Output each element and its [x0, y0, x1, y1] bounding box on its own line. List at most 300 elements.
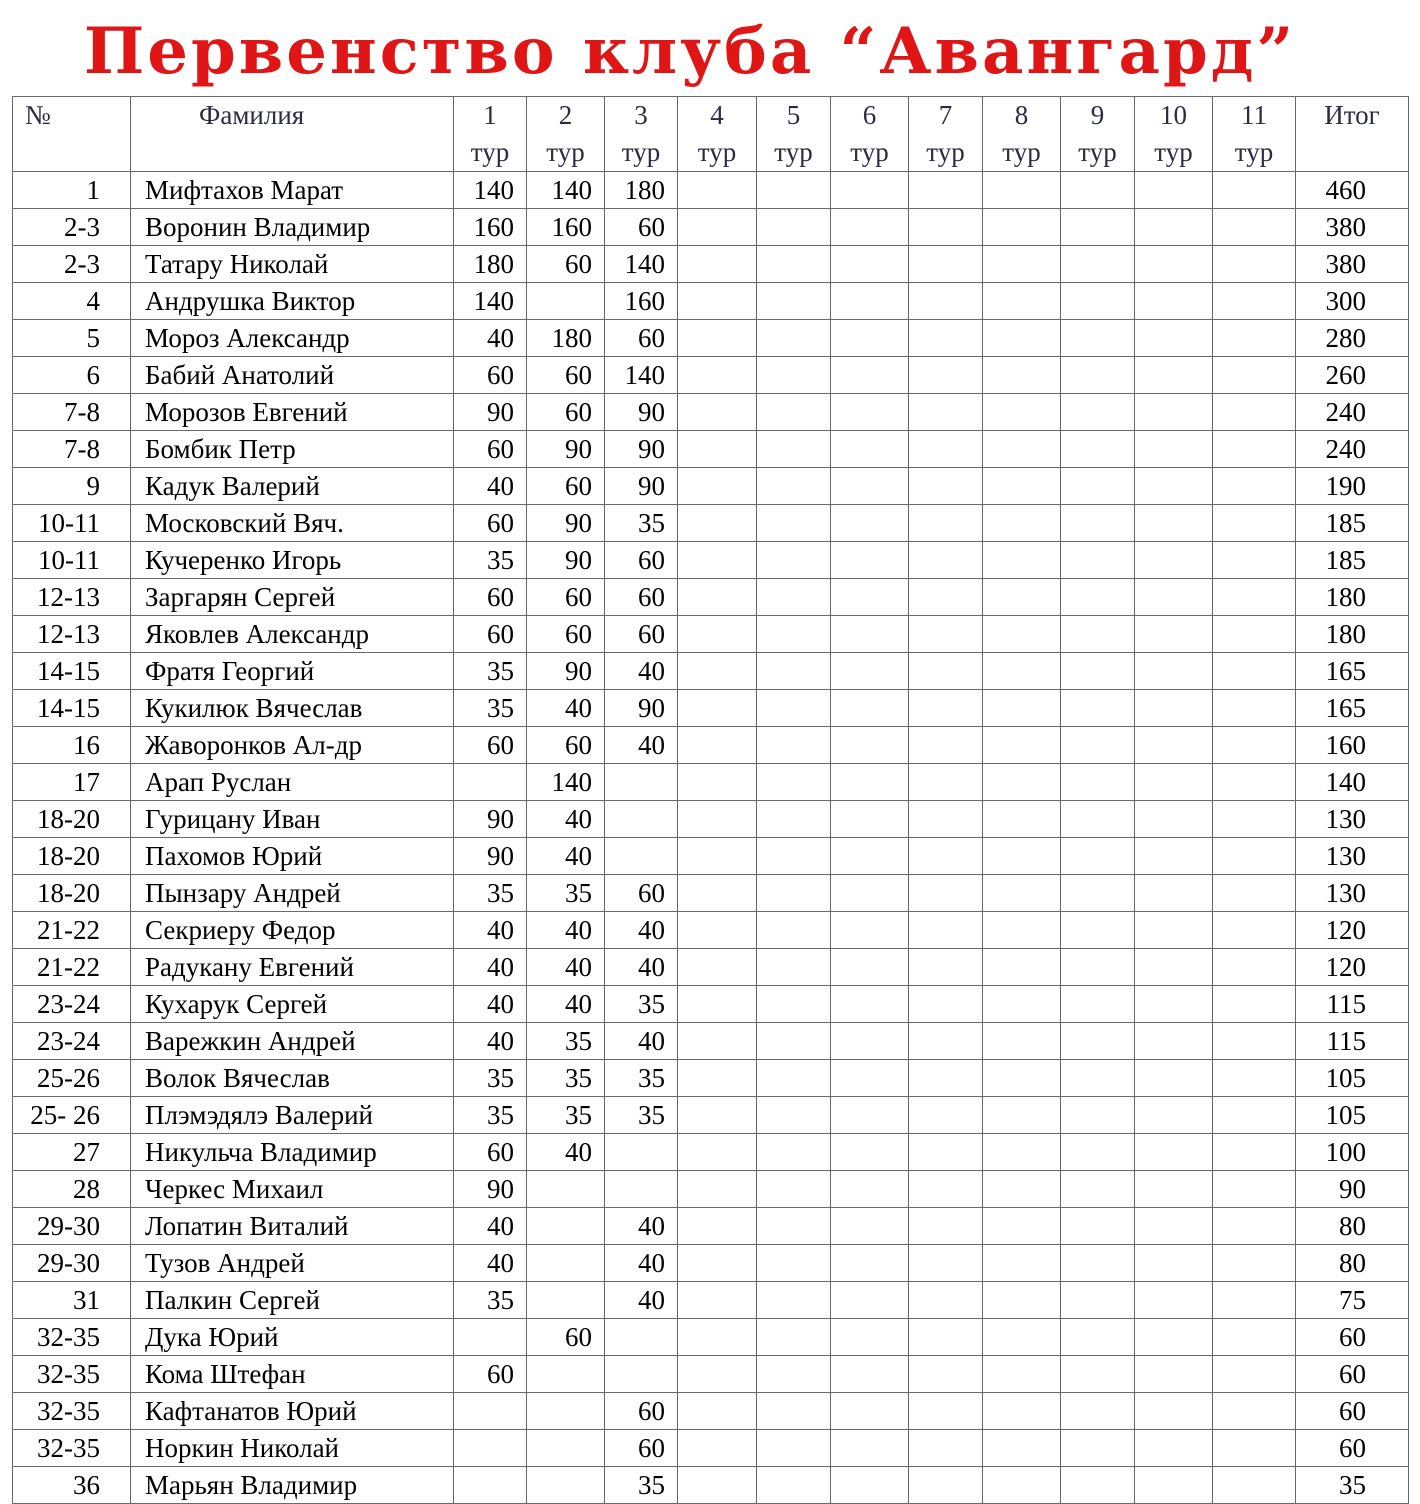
score-cell	[983, 764, 1061, 801]
round-number: 2	[558, 100, 573, 130]
score-cell: 40	[454, 912, 527, 949]
score-cell	[1061, 468, 1135, 505]
score-cell	[1135, 320, 1213, 357]
score-cell	[1213, 320, 1296, 357]
table-row	[13, 1023, 1409, 1060]
score-cell	[1061, 1356, 1135, 1393]
score-cell	[831, 1282, 909, 1319]
total-cell: 280	[1296, 320, 1409, 357]
score-cell	[1135, 505, 1213, 542]
score-cell: 35	[605, 1060, 678, 1097]
score-cell	[605, 1319, 678, 1356]
score-cell: 40	[454, 468, 527, 505]
score-cell	[527, 1245, 605, 1282]
score-cell	[527, 1171, 605, 1208]
score-cell: 180	[454, 246, 527, 283]
score-cell	[1061, 1060, 1135, 1097]
score-cell	[605, 801, 678, 838]
score-cell	[831, 1171, 909, 1208]
round-number: 4	[710, 100, 724, 130]
score-cell: 60	[605, 579, 678, 616]
total-cell: 120	[1296, 949, 1409, 986]
score-cell	[1135, 246, 1213, 283]
score-cell	[757, 801, 831, 838]
score-cell	[983, 986, 1061, 1023]
score-cell	[1213, 357, 1296, 394]
header-round	[678, 97, 757, 172]
score-cell	[909, 542, 983, 579]
score-cell	[678, 394, 757, 431]
score-cell	[983, 1208, 1061, 1245]
score-cell	[831, 1393, 909, 1430]
table-row	[13, 209, 1409, 246]
score-cell	[1213, 1467, 1296, 1504]
score-cell: 35	[527, 1097, 605, 1134]
total-cell: 90	[1296, 1171, 1409, 1208]
place-cell: 23-24	[13, 986, 131, 1023]
score-cell: 60	[454, 1356, 527, 1393]
score-cell	[1135, 1282, 1213, 1319]
place-cell: 25- 26	[13, 1097, 131, 1134]
score-cell	[757, 172, 831, 209]
place-cell: 2-3	[13, 246, 131, 283]
score-cell	[757, 875, 831, 912]
score-cell: 60	[605, 1393, 678, 1430]
score-cell	[678, 1393, 757, 1430]
score-cell	[983, 801, 1061, 838]
score-cell	[983, 1097, 1061, 1134]
score-cell	[831, 949, 909, 986]
place-cell: 29-30	[13, 1208, 131, 1245]
score-cell	[909, 246, 983, 283]
score-cell	[1061, 764, 1135, 801]
total-cell: 380	[1296, 246, 1409, 283]
place-cell: 18-20	[13, 875, 131, 912]
score-cell	[983, 579, 1061, 616]
score-cell	[1135, 357, 1213, 394]
score-cell	[757, 246, 831, 283]
score-cell	[757, 1282, 831, 1319]
table-row	[13, 1134, 1409, 1171]
total-cell: 300	[1296, 283, 1409, 320]
name-cell: Бабий Анатолий	[131, 357, 454, 394]
score-cell	[1061, 690, 1135, 727]
score-cell	[1061, 209, 1135, 246]
score-cell	[757, 394, 831, 431]
score-cell	[678, 1282, 757, 1319]
score-cell	[831, 801, 909, 838]
score-cell	[1061, 912, 1135, 949]
score-cell	[678, 616, 757, 653]
score-cell	[1213, 394, 1296, 431]
score-cell	[1061, 283, 1135, 320]
score-cell	[831, 172, 909, 209]
score-cell	[1213, 1134, 1296, 1171]
name-cell: Мифтахов Марат	[131, 172, 454, 209]
score-cell	[757, 1097, 831, 1134]
score-cell	[1135, 1393, 1213, 1430]
score-cell	[831, 838, 909, 875]
score-cell	[678, 1430, 757, 1467]
header-round	[983, 97, 1061, 172]
score-cell: 160	[605, 283, 678, 320]
place-cell: 14-15	[13, 690, 131, 727]
score-cell	[909, 505, 983, 542]
score-cell	[1213, 505, 1296, 542]
round-number: 6	[862, 100, 877, 130]
name-cell: Пахомов Юрий	[131, 838, 454, 875]
score-cell	[1061, 1208, 1135, 1245]
score-cell	[757, 727, 831, 764]
place-cell: 32-35	[13, 1393, 131, 1430]
score-cell: 60	[527, 246, 605, 283]
score-cell	[1061, 1282, 1135, 1319]
table-row	[13, 431, 1409, 468]
score-cell	[983, 1467, 1061, 1504]
score-cell	[831, 1134, 909, 1171]
score-cell	[831, 875, 909, 912]
name-cell: Марьян Владимир	[131, 1467, 454, 1504]
score-cell	[1213, 579, 1296, 616]
place-cell: 36	[13, 1467, 131, 1504]
score-cell	[1135, 1467, 1213, 1504]
place-cell: 32-35	[13, 1356, 131, 1393]
standings-table	[12, 96, 1409, 1504]
table-row	[13, 172, 1409, 209]
total-cell: 115	[1296, 986, 1409, 1023]
score-cell	[983, 912, 1061, 949]
score-cell	[1135, 616, 1213, 653]
score-cell	[678, 949, 757, 986]
score-cell	[983, 1356, 1061, 1393]
name-cell: Мороз Александр	[131, 320, 454, 357]
score-cell	[1061, 727, 1135, 764]
score-cell	[1061, 801, 1135, 838]
header-round	[454, 97, 527, 172]
score-cell	[1213, 209, 1296, 246]
score-cell: 60	[605, 209, 678, 246]
score-cell	[1135, 986, 1213, 1023]
score-cell	[757, 468, 831, 505]
page-title: Первенство клуба “Авангард”	[83, 14, 1297, 89]
place-cell: 12-13	[13, 616, 131, 653]
table-row	[13, 986, 1409, 1023]
score-cell	[757, 542, 831, 579]
name-cell: Никульча Владимир	[131, 1134, 454, 1171]
score-cell	[678, 875, 757, 912]
total-cell: 185	[1296, 505, 1409, 542]
score-cell	[757, 505, 831, 542]
score-cell	[757, 283, 831, 320]
score-cell: 90	[454, 801, 527, 838]
table-row	[13, 727, 1409, 764]
score-cell	[1061, 949, 1135, 986]
score-cell	[678, 1134, 757, 1171]
score-cell	[678, 172, 757, 209]
score-cell	[1135, 1245, 1213, 1282]
total-cell: 260	[1296, 357, 1409, 394]
score-cell	[831, 431, 909, 468]
total-cell: 190	[1296, 468, 1409, 505]
score-cell	[1135, 838, 1213, 875]
place-cell: 10-11	[13, 505, 131, 542]
score-cell	[1135, 283, 1213, 320]
score-cell: 35	[527, 875, 605, 912]
score-cell	[909, 912, 983, 949]
place-cell: 12-13	[13, 579, 131, 616]
score-cell	[1213, 838, 1296, 875]
table-row	[13, 1060, 1409, 1097]
score-cell: 40	[527, 690, 605, 727]
score-cell	[678, 1319, 757, 1356]
table-row	[13, 246, 1409, 283]
score-cell	[983, 616, 1061, 653]
score-cell	[1061, 1245, 1135, 1282]
name-cell: Московский Вяч.	[131, 505, 454, 542]
table-row	[13, 653, 1409, 690]
score-cell	[909, 1467, 983, 1504]
score-cell	[678, 1171, 757, 1208]
total-cell: 180	[1296, 616, 1409, 653]
table-row	[13, 1097, 1409, 1134]
score-cell	[909, 1282, 983, 1319]
score-cell: 60	[605, 320, 678, 357]
score-cell	[1135, 1171, 1213, 1208]
name-cell: Морозов Евгений	[131, 394, 454, 431]
score-cell	[757, 357, 831, 394]
score-cell	[909, 1319, 983, 1356]
score-cell: 60	[454, 579, 527, 616]
score-cell	[757, 1208, 831, 1245]
score-cell	[757, 690, 831, 727]
score-cell	[678, 468, 757, 505]
score-cell: 60	[454, 727, 527, 764]
score-cell	[1213, 801, 1296, 838]
score-cell: 40	[527, 801, 605, 838]
score-cell: 60	[605, 875, 678, 912]
place-cell: 25-26	[13, 1060, 131, 1097]
score-cell	[983, 357, 1061, 394]
table-row	[13, 1467, 1409, 1504]
score-cell: 40	[454, 320, 527, 357]
score-cell	[605, 1171, 678, 1208]
score-cell	[1135, 949, 1213, 986]
score-cell: 40	[605, 727, 678, 764]
score-cell	[983, 949, 1061, 986]
score-cell	[909, 431, 983, 468]
score-cell: 60	[454, 616, 527, 653]
total-cell: 60	[1296, 1393, 1409, 1430]
score-cell	[1213, 1097, 1296, 1134]
place-cell: 18-20	[13, 801, 131, 838]
score-cell	[831, 357, 909, 394]
place-cell: 4	[13, 283, 131, 320]
score-cell: 40	[527, 986, 605, 1023]
score-cell: 35	[454, 690, 527, 727]
score-cell	[909, 1060, 983, 1097]
name-cell: Радукану Евгений	[131, 949, 454, 986]
score-cell	[909, 801, 983, 838]
score-cell	[757, 1319, 831, 1356]
total-cell: 165	[1296, 653, 1409, 690]
score-cell: 90	[527, 542, 605, 579]
name-cell: Варежкин Андрей	[131, 1023, 454, 1060]
score-cell	[1061, 394, 1135, 431]
total-cell: 185	[1296, 542, 1409, 579]
score-cell	[1213, 875, 1296, 912]
score-cell	[678, 283, 757, 320]
score-cell	[909, 320, 983, 357]
score-cell	[678, 357, 757, 394]
score-cell	[678, 1245, 757, 1282]
total-cell: 180	[1296, 579, 1409, 616]
score-cell: 90	[454, 394, 527, 431]
score-cell	[678, 764, 757, 801]
score-cell: 60	[527, 1319, 605, 1356]
score-cell	[1061, 986, 1135, 1023]
score-cell	[909, 283, 983, 320]
score-cell	[983, 1134, 1061, 1171]
table-row	[13, 875, 1409, 912]
score-cell	[831, 1060, 909, 1097]
header-num: №	[13, 97, 131, 172]
score-cell	[1061, 172, 1135, 209]
score-cell	[909, 1245, 983, 1282]
score-cell	[678, 690, 757, 727]
name-cell: Кома Штефан	[131, 1356, 454, 1393]
score-cell	[831, 653, 909, 690]
score-cell: 60	[605, 1430, 678, 1467]
score-cell: 35	[527, 1060, 605, 1097]
score-cell: 35	[605, 1097, 678, 1134]
place-cell: 32-35	[13, 1319, 131, 1356]
score-cell: 60	[454, 505, 527, 542]
place-cell: 16	[13, 727, 131, 764]
score-cell	[1213, 1282, 1296, 1319]
header-round	[909, 97, 983, 172]
total-cell: 120	[1296, 912, 1409, 949]
name-cell: Дука Юрий	[131, 1319, 454, 1356]
score-cell	[1061, 542, 1135, 579]
name-cell: Андрушка Виктор	[131, 283, 454, 320]
score-cell: 90	[605, 468, 678, 505]
score-cell	[527, 1356, 605, 1393]
round-label: тур	[697, 137, 737, 167]
table-row	[13, 764, 1409, 801]
score-cell	[454, 764, 527, 801]
round-number: 7	[938, 100, 953, 130]
score-cell: 40	[527, 949, 605, 986]
name-cell: Норкин Николай	[131, 1430, 454, 1467]
score-cell: 40	[527, 912, 605, 949]
table-row	[13, 1393, 1409, 1430]
place-cell: 5	[13, 320, 131, 357]
score-cell	[757, 1245, 831, 1282]
score-cell: 40	[454, 986, 527, 1023]
table-row	[13, 579, 1409, 616]
score-cell: 180	[527, 320, 605, 357]
score-cell	[831, 1319, 909, 1356]
score-cell	[983, 468, 1061, 505]
name-cell: Кафтанатов Юрий	[131, 1393, 454, 1430]
score-cell	[757, 1467, 831, 1504]
score-cell	[757, 579, 831, 616]
header-total: Итог	[1296, 97, 1409, 172]
score-cell	[605, 1134, 678, 1171]
round-label: тур	[774, 137, 813, 167]
total-cell: 240	[1296, 431, 1409, 468]
table-row	[13, 357, 1409, 394]
name-cell: Гурицану Иван	[131, 801, 454, 838]
score-cell	[757, 616, 831, 653]
round-label: тур	[1078, 137, 1117, 167]
score-cell	[1213, 616, 1296, 653]
score-cell	[678, 579, 757, 616]
score-cell	[1135, 1208, 1213, 1245]
table-row	[13, 542, 1409, 579]
score-cell: 60	[454, 1134, 527, 1171]
score-cell	[983, 246, 1061, 283]
score-cell: 140	[605, 357, 678, 394]
score-cell	[527, 1282, 605, 1319]
place-cell: 21-22	[13, 949, 131, 986]
place-cell: 1	[13, 172, 131, 209]
place-cell: 18-20	[13, 838, 131, 875]
score-cell	[757, 653, 831, 690]
score-cell	[678, 320, 757, 357]
score-cell: 60	[527, 616, 605, 653]
score-cell	[1135, 468, 1213, 505]
score-cell	[831, 1208, 909, 1245]
score-cell: 180	[605, 172, 678, 209]
round-number: 3	[634, 100, 648, 130]
score-cell	[678, 727, 757, 764]
score-cell	[983, 653, 1061, 690]
score-cell	[454, 1393, 527, 1430]
score-cell	[527, 1430, 605, 1467]
score-cell: 35	[454, 1097, 527, 1134]
score-cell	[983, 1319, 1061, 1356]
score-cell	[1135, 764, 1213, 801]
score-cell: 160	[454, 209, 527, 246]
table-row	[13, 283, 1409, 320]
table-row	[13, 394, 1409, 431]
score-cell	[678, 246, 757, 283]
table-row	[13, 1356, 1409, 1393]
score-cell	[983, 1393, 1061, 1430]
table-row	[13, 1282, 1409, 1319]
total-cell: 75	[1296, 1282, 1409, 1319]
score-cell	[1213, 283, 1296, 320]
score-cell	[909, 986, 983, 1023]
score-cell	[678, 912, 757, 949]
score-cell	[1213, 690, 1296, 727]
score-cell: 35	[454, 1060, 527, 1097]
score-cell	[527, 1208, 605, 1245]
place-cell: 23-24	[13, 1023, 131, 1060]
score-cell	[527, 1467, 605, 1504]
header-round	[527, 97, 605, 172]
round-label: тур	[470, 137, 510, 167]
name-cell: Арап Руслан	[131, 764, 454, 801]
score-cell	[678, 505, 757, 542]
score-cell	[605, 764, 678, 801]
header-row	[13, 97, 1409, 172]
table-row	[13, 1430, 1409, 1467]
score-cell	[983, 1060, 1061, 1097]
total-cell: 60	[1296, 1319, 1409, 1356]
score-cell: 90	[527, 505, 605, 542]
